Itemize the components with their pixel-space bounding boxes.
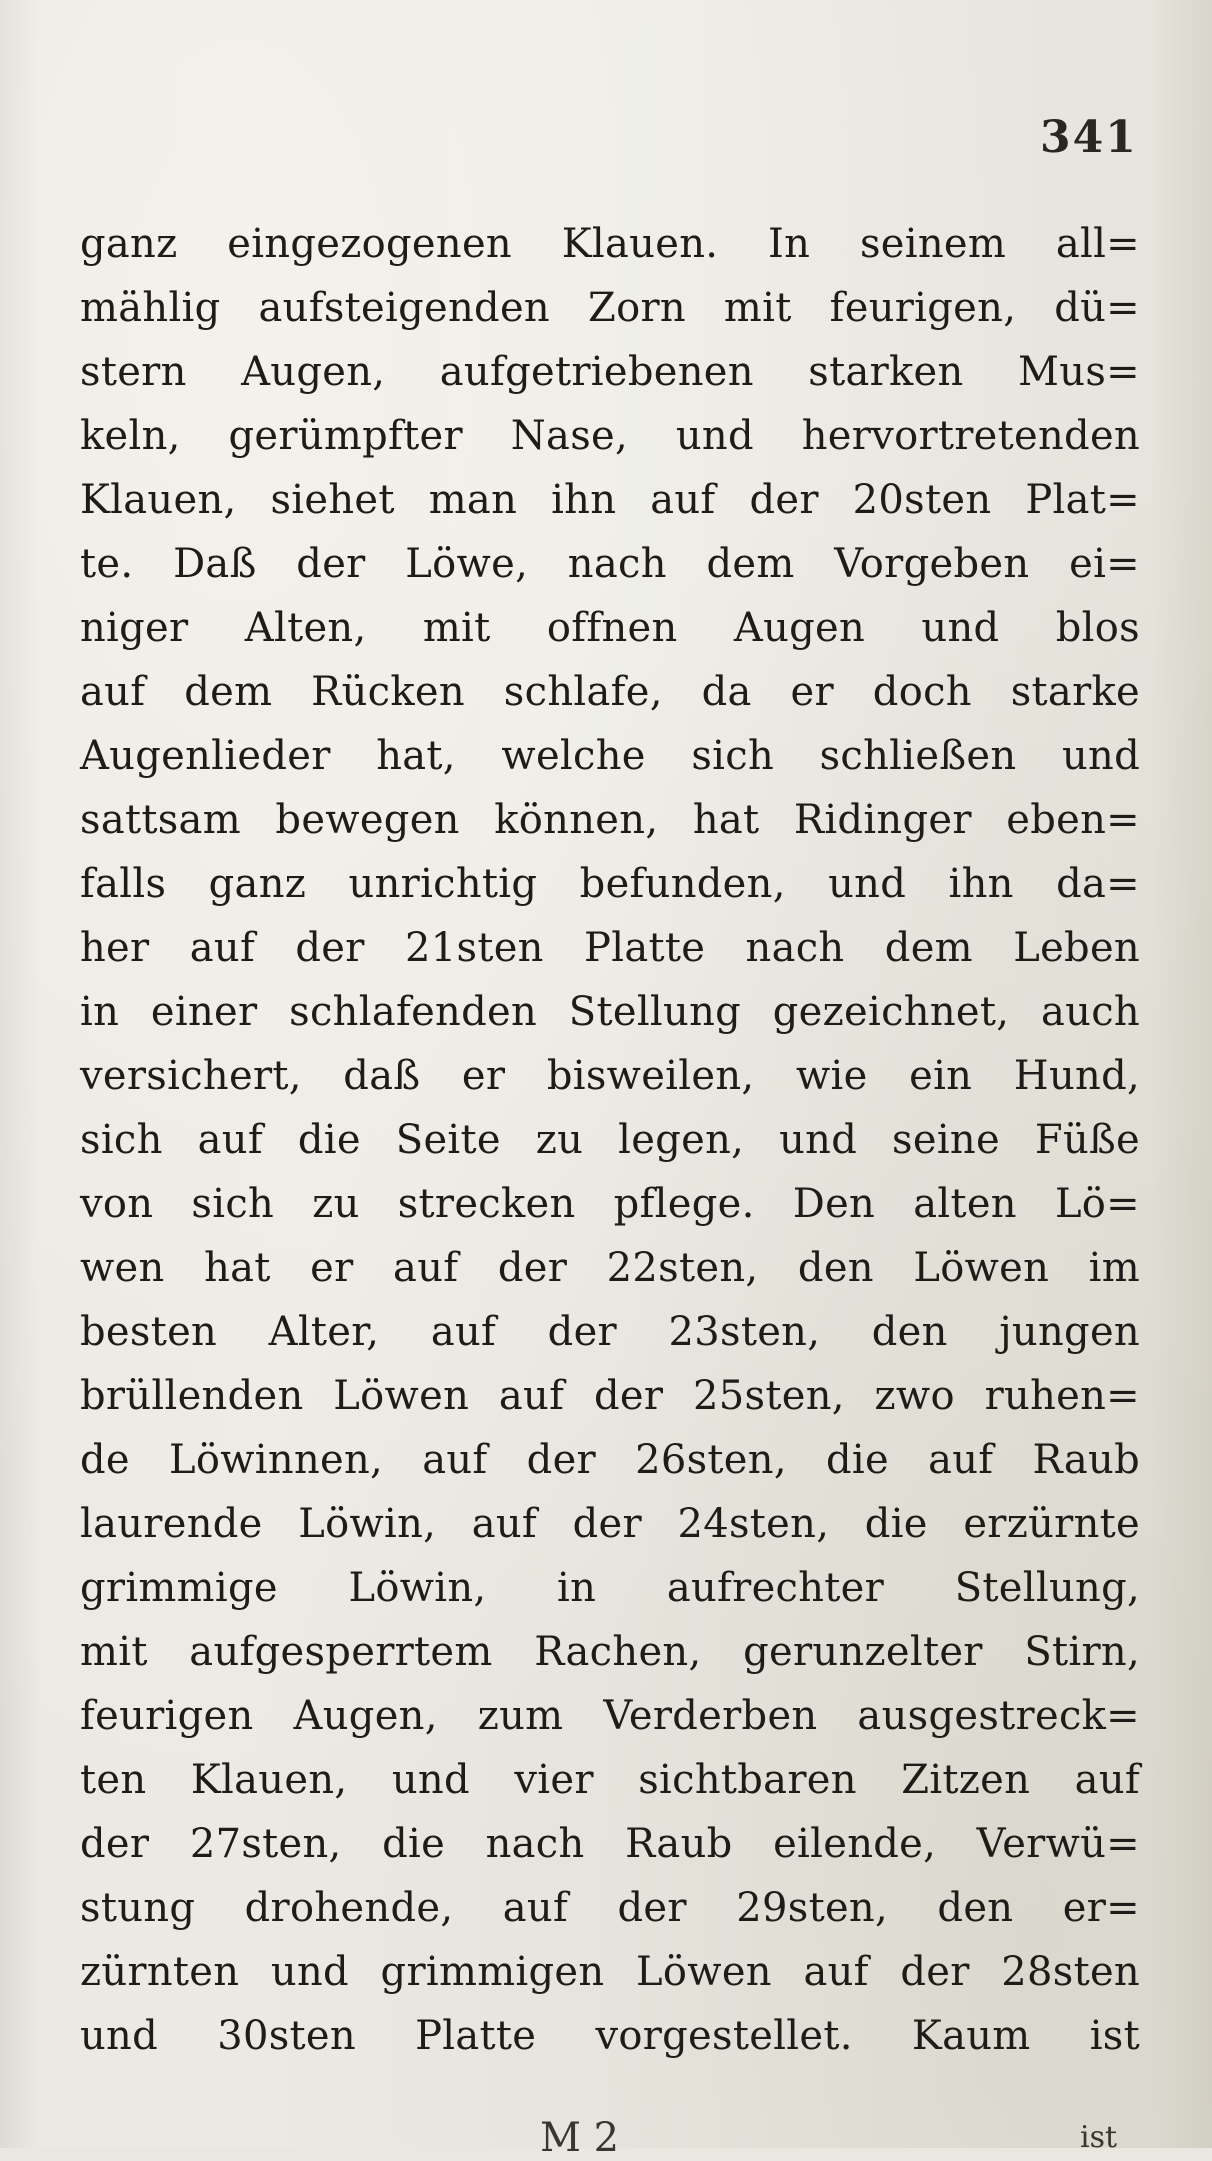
text-line: ten Klauen, und vier sichtbaren Zitzen auf xyxy=(80,1757,1140,1803)
text-line: auf dem Rücken schlafe, da er doch starke xyxy=(80,669,1140,715)
text-line: sich auf die Seite zu legen, und seine Füße xyxy=(80,1117,1140,1163)
text-line: mählig aufsteigenden Zorn mit feurigen, dü= xyxy=(80,285,1140,331)
text-line: der 27sten, die nach Raub eilende, Verwü= xyxy=(80,1821,1140,1867)
text-line: keln, gerümpfter Nase, und hervortretenden xyxy=(80,413,1140,459)
body-text xyxy=(80,212,1140,2068)
text-line: stung drohende, auf der 29sten, den er= xyxy=(80,1885,1140,1931)
text-line: her auf der 21sten Platte nach dem Leben xyxy=(80,925,1140,971)
text-line: und 30sten Platte vorgestellet. Kaum ist xyxy=(80,2013,1140,2059)
text-line: brüllenden Löwen auf der 25sten, zwo ruhen= xyxy=(80,1373,1140,1419)
text-line: grimmige Löwin, in aufrechter Stellung, xyxy=(80,1565,1140,1611)
text-line: stern Augen, aufgetriebenen starken Mus= xyxy=(80,349,1140,395)
page-number: 341 xyxy=(1040,112,1138,163)
text-line: sattsam bewegen können, hat Ridinger eben= xyxy=(80,797,1140,843)
text-line: Klauen, siehet man ihn auf der 20sten Plat= xyxy=(80,477,1140,523)
text-line: wen hat er auf der 22sten, den Löwen im xyxy=(80,1245,1140,1291)
text-line: in einer schlafenden Stellung gezeichnet, auch xyxy=(80,989,1140,1035)
text-line: niger Alten, mit offnen Augen und blos xyxy=(80,605,1140,651)
text-line: laurende Löwin, auf der 24sten, die erzürnte xyxy=(80,1501,1140,1547)
text-line: feurigen Augen, zum Verderben ausgestreck= xyxy=(80,1693,1140,1739)
catchword: ist xyxy=(1080,2120,1118,2155)
signature-mark: M 2 xyxy=(540,2115,620,2161)
text-line: von sich zu strecken pflege. Den alten Lö= xyxy=(80,1181,1140,1227)
text-line: versichert, daß er bisweilen, wie ein Hund, xyxy=(80,1053,1140,1099)
text-line: mit aufgesperrtem Rachen, gerunzelter Stirn, xyxy=(80,1629,1140,1675)
text-line: zürnten und grimmigen Löwen auf der 28sten xyxy=(80,1949,1140,1995)
text-line: ganz eingezogenen Klauen. In seinem all= xyxy=(80,221,1140,267)
text-line: te. Daß der Löwe, nach dem Vorgeben ei= xyxy=(80,541,1140,587)
text-line: falls ganz unrichtig befunden, und ihn da= xyxy=(80,861,1140,907)
text-line: besten Alter, auf der 23sten, den jungen xyxy=(80,1309,1140,1355)
text-line: Augenlieder hat, welche sich schließen und xyxy=(80,733,1140,779)
text-line: de Löwinnen, auf der 26sten, die auf Raub xyxy=(80,1437,1140,1483)
